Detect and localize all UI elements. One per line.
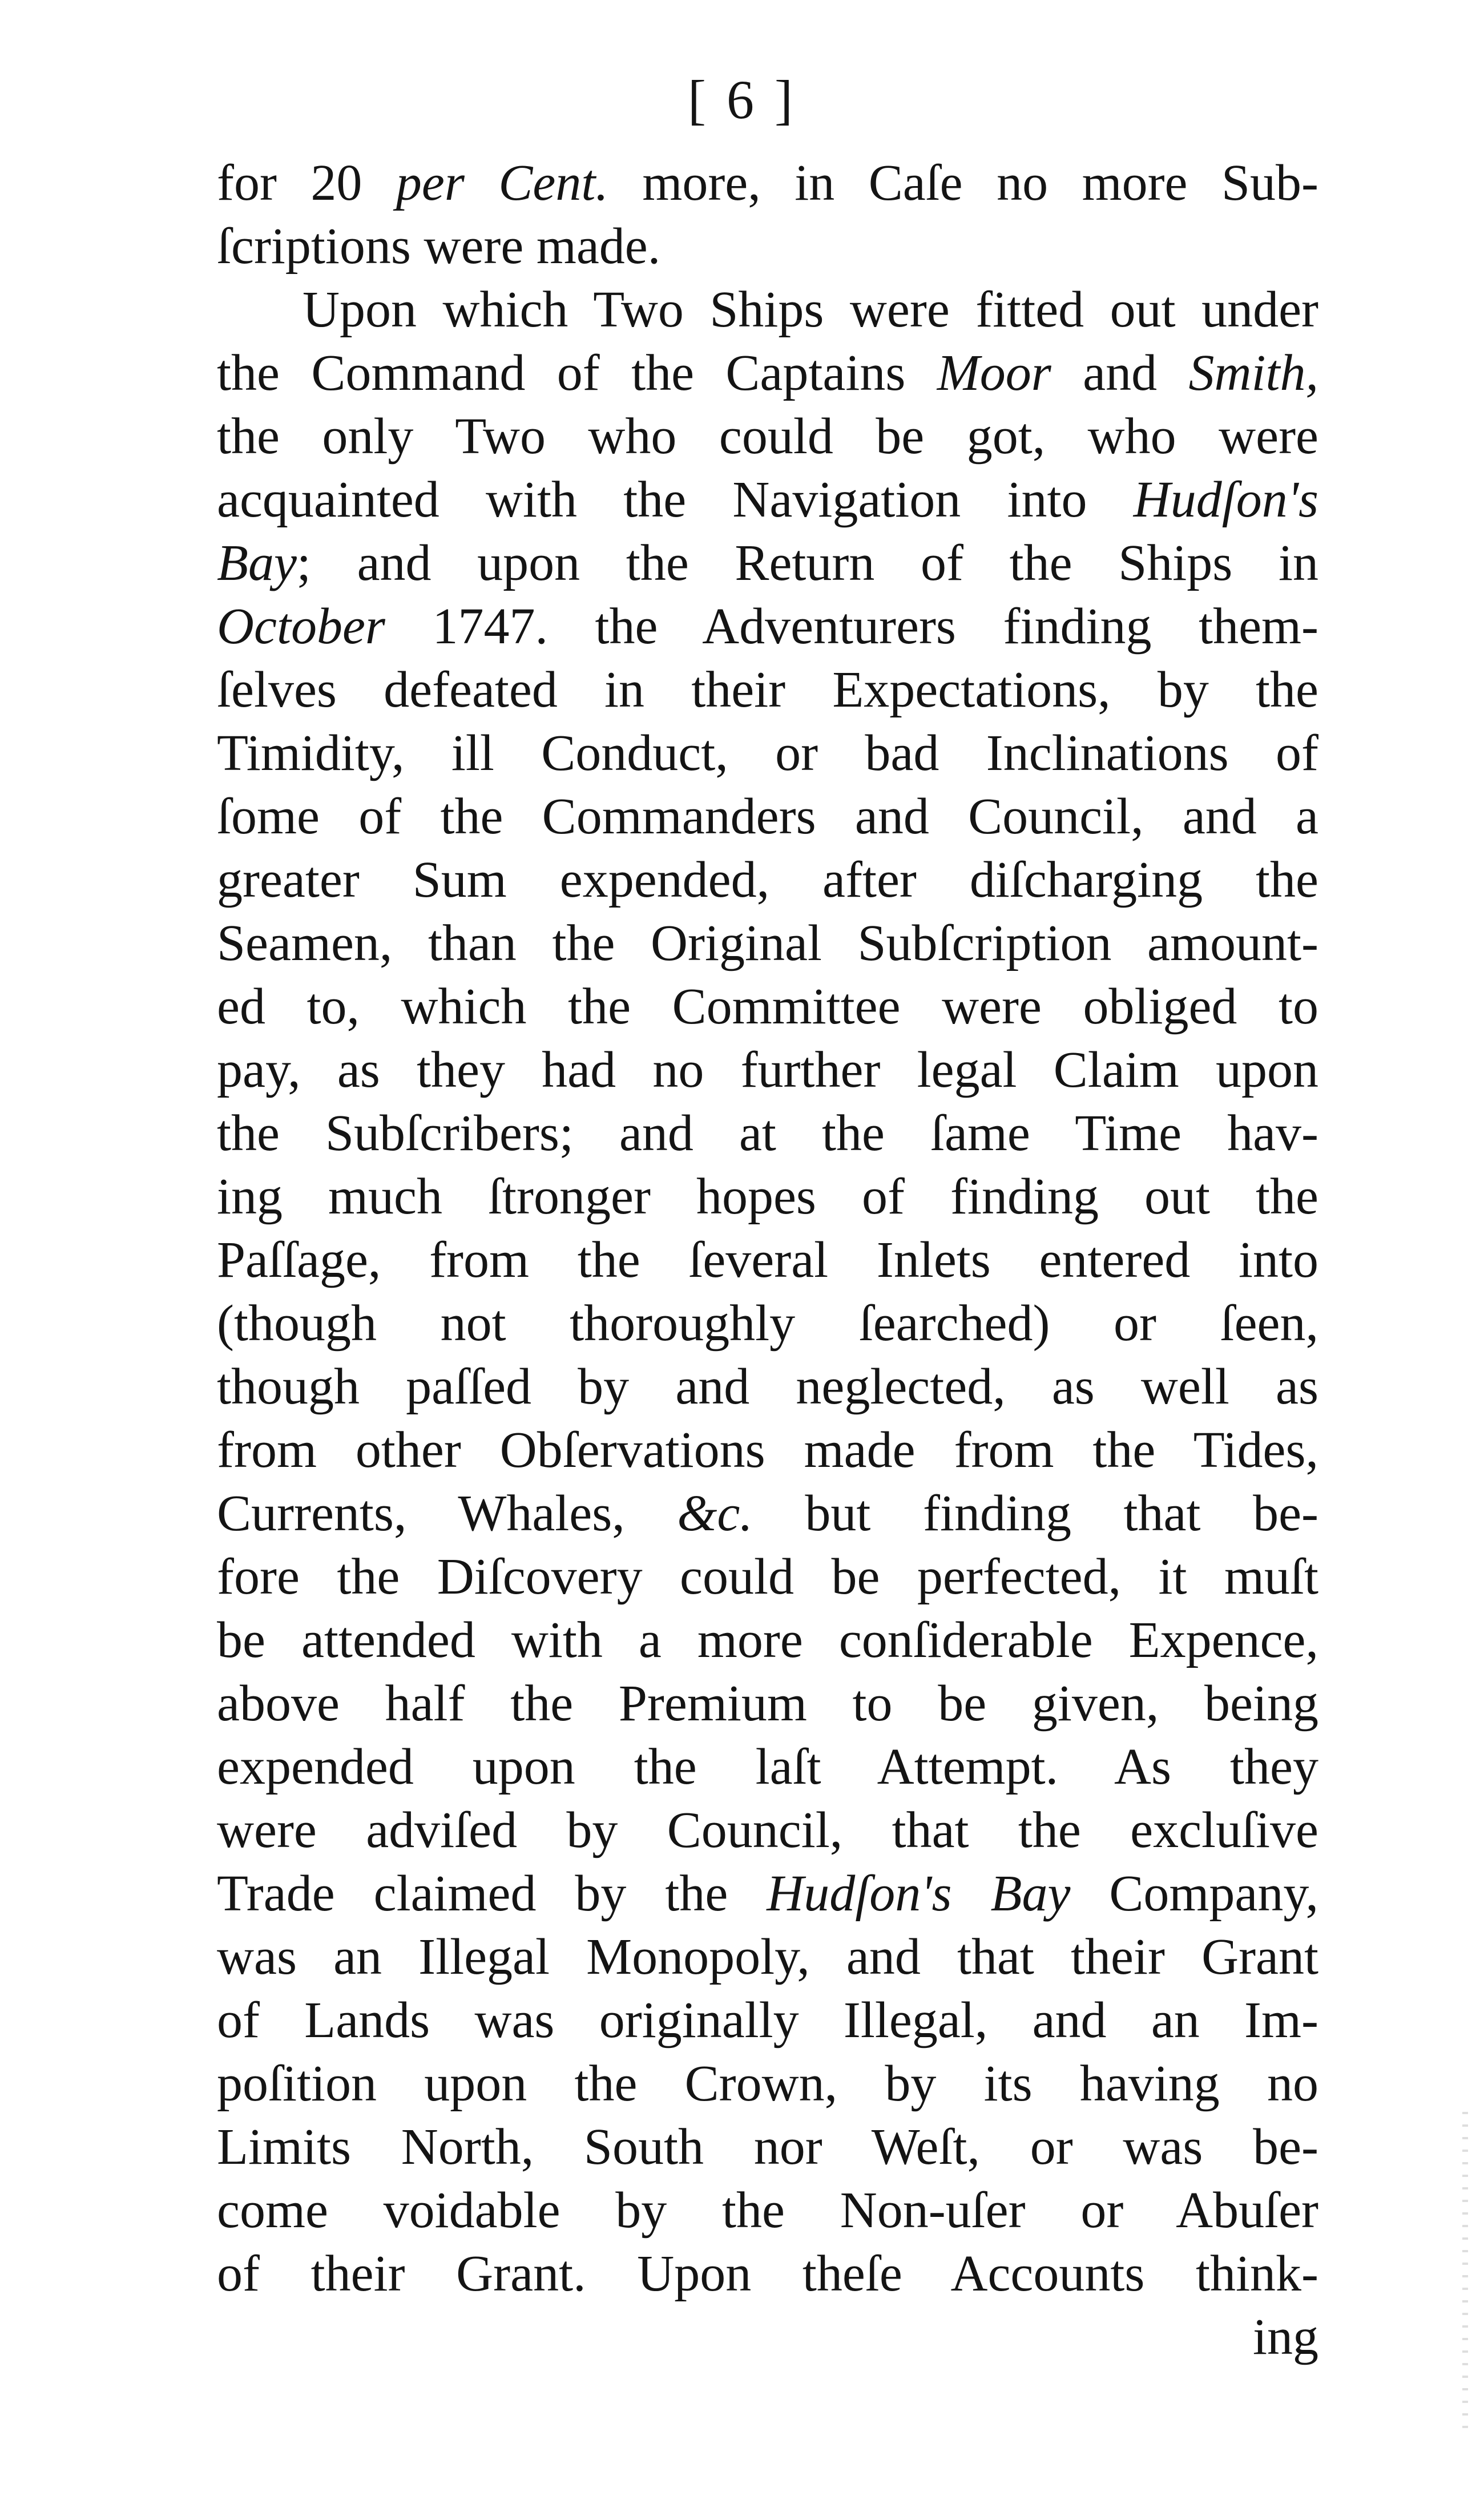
text-run: Timidity, ill Conduct, or bad Inclinations of bbox=[217, 725, 1318, 781]
text-run: more, in Caſe no more Sub- bbox=[608, 155, 1318, 211]
text-line bbox=[217, 848, 1318, 912]
text-run: Upon which Two Ships were fitted out under bbox=[303, 281, 1318, 338]
text-line bbox=[217, 278, 1318, 341]
text-run: ſome of the Commanders and Council, and a bbox=[217, 788, 1318, 845]
italic-run: Bay bbox=[217, 535, 297, 591]
text-line bbox=[217, 1989, 1318, 2052]
text-line bbox=[217, 1545, 1318, 1608]
text-run: for 20 bbox=[217, 155, 396, 211]
text-line bbox=[217, 1482, 1318, 1545]
text-run: the only Two who could be got, who were bbox=[217, 408, 1318, 465]
italic-run: per Cent. bbox=[396, 155, 608, 211]
text-line bbox=[217, 1672, 1318, 1735]
text-line bbox=[217, 1799, 1318, 1862]
text-run: acquainted with the Navigation into bbox=[217, 471, 1134, 528]
text-run: come voidable by the Non-uſer or Abuſer bbox=[217, 2182, 1318, 2239]
text-line bbox=[217, 1862, 1318, 1925]
italic-run: Hudſon's Bay bbox=[767, 1865, 1071, 1922]
text-run: be attended with a more conſiderable Expence, bbox=[217, 1612, 1318, 1668]
text-line bbox=[217, 721, 1318, 785]
page-number: [ 6 ] bbox=[688, 69, 796, 130]
body-text bbox=[217, 151, 1318, 2369]
text-run: ing much ſtronger hopes of finding out the bbox=[217, 1168, 1318, 1225]
text-run: from other Obſervations made from the Tides, bbox=[217, 1422, 1318, 1478]
italic-run: Smith, bbox=[1188, 345, 1318, 401]
text-line bbox=[217, 341, 1318, 405]
text-line bbox=[217, 912, 1318, 975]
text-line bbox=[217, 658, 1318, 721]
text-run: Trade claimed by the bbox=[217, 1865, 767, 1922]
text-line bbox=[217, 468, 1318, 531]
text-run: above half the Premium to be given, being bbox=[217, 1675, 1318, 1732]
italic-run: October bbox=[217, 598, 385, 655]
text-run: pay, as they had no further legal Claim upon bbox=[217, 1042, 1318, 1098]
text-run: fore the Diſcovery could be perfected, it muſt bbox=[217, 1549, 1318, 1605]
text-run: 1747. the Adventurers finding them- bbox=[385, 598, 1318, 655]
text-run: Company, bbox=[1070, 1865, 1318, 1922]
page-edge-speckle bbox=[1462, 2112, 1468, 2432]
text-run: poſition upon the Crown, by its having no bbox=[217, 2055, 1318, 2112]
text-line bbox=[217, 1228, 1318, 1292]
text-run: (though not thoroughly ſearched) or ſeen, bbox=[217, 1295, 1318, 1352]
text-line bbox=[217, 2115, 1318, 2179]
text-run: the Subſcribers; and at the ſame Time hav- bbox=[217, 1105, 1318, 1162]
text-line bbox=[217, 151, 1318, 215]
text-line bbox=[217, 1165, 1318, 1228]
italic-run: Moor bbox=[937, 345, 1051, 401]
text-run: ſelves defeated in their Expectations, by the bbox=[217, 662, 1318, 718]
text-run: greater Sum expended, after diſcharging the bbox=[217, 852, 1318, 908]
catchword: ing bbox=[1252, 2309, 1318, 2365]
text-run: ; and upon the Return of the Ships in bbox=[296, 535, 1318, 591]
text-run: but finding that be- bbox=[752, 1485, 1318, 1542]
text-run: the Command of the Captains bbox=[217, 345, 937, 401]
text-run: expended upon the laſt Attempt. As they bbox=[217, 1739, 1318, 1795]
text-line bbox=[217, 1418, 1318, 1482]
text-run: Paſſage, from the ſeveral Inlets entered into bbox=[217, 1232, 1318, 1288]
text-run: Currents, Whales, bbox=[217, 1485, 678, 1542]
text-run: ed to, which the Committee were obliged to bbox=[217, 978, 1318, 1035]
italic-run: Hudſon's bbox=[1133, 471, 1318, 528]
text-line bbox=[217, 215, 1318, 278]
text-run: and bbox=[1051, 345, 1189, 401]
text-line bbox=[217, 531, 1318, 595]
text-line bbox=[217, 785, 1318, 848]
text-line bbox=[217, 2179, 1318, 2242]
text-line bbox=[217, 975, 1318, 1038]
text-line bbox=[217, 1735, 1318, 1799]
text-line bbox=[217, 595, 1318, 658]
italic-run: &c. bbox=[677, 1485, 753, 1542]
text-line bbox=[217, 2052, 1318, 2115]
text-line bbox=[217, 1102, 1318, 1165]
text-run: was an Illegal Monopoly, and that their Grant bbox=[217, 1929, 1318, 1985]
text-line bbox=[217, 2242, 1318, 2305]
text-run: Seamen, than the Original Subſcription amount- bbox=[217, 915, 1318, 971]
text-run: of Lands was originally Illegal, and an Im- bbox=[217, 1992, 1318, 2049]
text-line bbox=[217, 1038, 1318, 1102]
text-run: were adviſed by Council, that the excluſive bbox=[217, 1802, 1318, 1858]
text-line bbox=[217, 1355, 1318, 1418]
text-line bbox=[217, 1925, 1318, 1989]
text-run: Limits North, South nor Weſt, or was be- bbox=[217, 2119, 1318, 2175]
text-run: of their Grant. Upon theſe Accounts think- bbox=[217, 2245, 1318, 2302]
text-line bbox=[217, 1292, 1318, 1355]
text-run: ſcriptions were made. bbox=[217, 218, 661, 275]
text-line bbox=[217, 1608, 1318, 1672]
text-line bbox=[217, 405, 1318, 468]
text-run: though paſſed by and neglected, as well as bbox=[217, 1358, 1318, 1415]
